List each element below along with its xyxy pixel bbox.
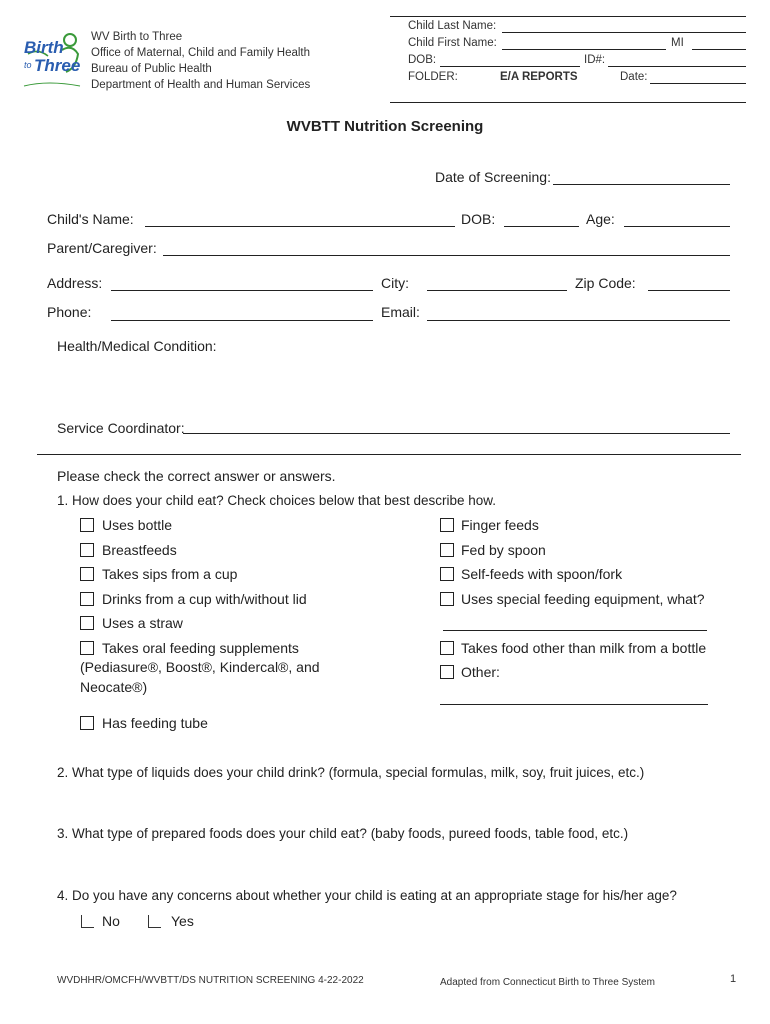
footer-source: Adapted from Connecticut Birth to Three System [440,977,655,988]
checkbox-feeding-tube[interactable] [80,716,94,730]
option-food-from-bottle: Takes food other than milk from a bottle [461,640,707,656]
org-line-4: Department of Health and Human Services [91,79,311,91]
child-last-name-label: Child Last Name: [408,20,497,32]
option-feeding-tube: Has feeding tube [102,715,208,731]
address-label: Address: [47,275,103,291]
option-supplements-line-3: Neocate®) [80,679,148,695]
service-coordinator-label: Service Coordinator: [57,420,185,436]
question-3: 3. What type of prepared foods does your child eat? (baby foods, pureed foods, table food, etc.) [57,826,629,841]
header-date-field[interactable] [650,83,746,84]
option-self-feeds: Self-feeds with spoon/fork [461,566,623,582]
folder-label: FOLDER: [408,71,458,83]
question-1: 1. How does your child eat? Check choices below that best describe how. [57,493,496,508]
option-drinks-cup: Drinks from a cup with/without lid [102,591,307,607]
footer-form-id: WVDHHR/OMCFH/WVBTT/DS NUTRITION SCREENING 4-22-2022 [57,975,364,986]
option-special-equipment: Uses special feeding equipment, what? [461,591,705,607]
age-label: Age: [586,211,615,227]
logo-word-three: Three [34,56,81,75]
id-field[interactable] [608,66,746,67]
option-supplements-line-2: (Pediasure®, Boost®, Kindercal®, and [80,659,320,675]
date-of-screening-label: Date of Screening: [435,169,551,185]
health-medical-label: Health/Medical Condition: [57,338,217,354]
checkbox-sips-cup[interactable] [80,567,94,581]
child-last-name-field[interactable] [502,32,746,33]
phone-label: Phone: [47,304,92,320]
checkbox-straw[interactable] [80,616,94,630]
option-breastfeeds: Breastfeeds [102,542,177,558]
parent-caregiver-label: Parent/Caregiver: [47,240,157,256]
header-date-label: Date: [620,71,648,83]
child-first-name-label: Child First Name: [408,37,497,49]
page-number: 1 [730,973,737,985]
dob-field[interactable] [504,226,579,227]
logo-word-to: to [24,60,32,70]
city-field[interactable] [427,290,567,291]
option-yes: Yes [171,913,194,929]
mi-field[interactable] [692,49,746,50]
section-divider [37,454,741,455]
city-label: City: [381,275,409,291]
mi-label: MI [671,37,684,49]
checkbox-special-equipment[interactable] [440,592,454,606]
org-line-3: Bureau of Public Health [91,63,212,75]
page-title: WVBTT Nutrition Screening [286,118,484,135]
instructions: Please check the correct answer or answers. [57,468,336,484]
checkbox-breastfeeds[interactable] [80,543,94,557]
date-of-screening-field[interactable] [553,184,730,185]
question-4: 4. Do you have any concerns about whether your child is eating at an appropriate stage for his/her age? [57,888,677,903]
org-line-1: WV Birth to Three [91,31,183,43]
header-dob-label: DOB: [408,54,437,66]
address-field[interactable] [111,290,373,291]
checkbox-drinks-cup[interactable] [80,592,94,606]
checkbox-finger-feeds[interactable] [440,518,454,532]
other-field[interactable] [440,704,708,705]
checkbox-no[interactable] [81,915,94,928]
zip-code-label: Zip Code: [575,275,636,291]
folder-value: E/A REPORTS [500,71,578,83]
age-field[interactable] [624,226,730,227]
checkbox-uses-bottle[interactable] [80,518,94,532]
option-other: Other: [461,664,500,680]
childs-name-field[interactable] [145,226,455,227]
org-line-2: Office of Maternal, Child and Family Health [91,47,311,59]
option-finger-feeds: Finger feeds [461,517,539,533]
checkbox-yes[interactable] [148,915,161,928]
checkbox-other[interactable] [440,665,454,679]
dob-label: DOB: [461,211,496,227]
option-straw: Uses a straw [102,615,183,631]
option-fed-by-spoon: Fed by spoon [461,542,546,558]
option-sips-cup: Takes sips from a cup [102,566,238,582]
childs-name-label: Child's Name: [47,211,134,227]
checkbox-self-feeds[interactable] [440,567,454,581]
header-bottom-rule [390,102,746,103]
header-dob-field[interactable] [440,66,580,67]
option-no: No [102,913,120,929]
service-coordinator-field[interactable] [183,433,730,434]
question-2: 2. What type of liquids does your child drink? (formula, special formulas, milk, soy, fruit juices, etc.) [57,765,645,780]
email-label: Email: [381,304,420,320]
checkbox-food-from-bottle[interactable] [440,641,454,655]
email-field[interactable] [427,320,730,321]
checkbox-fed-by-spoon[interactable] [440,543,454,557]
header-top-rule [390,16,746,17]
logo-word-birth: Birth [24,38,64,57]
special-equipment-field[interactable] [443,630,707,631]
parent-caregiver-field[interactable] [163,255,730,256]
id-label: ID#: [584,54,606,66]
zip-code-field[interactable] [648,290,730,291]
checkbox-supplements[interactable] [80,641,94,655]
child-first-name-field[interactable] [502,49,666,50]
option-uses-bottle: Uses bottle [102,517,173,533]
phone-field[interactable] [111,320,373,321]
option-supplements-line-1: Takes oral feeding supplements [102,640,299,656]
